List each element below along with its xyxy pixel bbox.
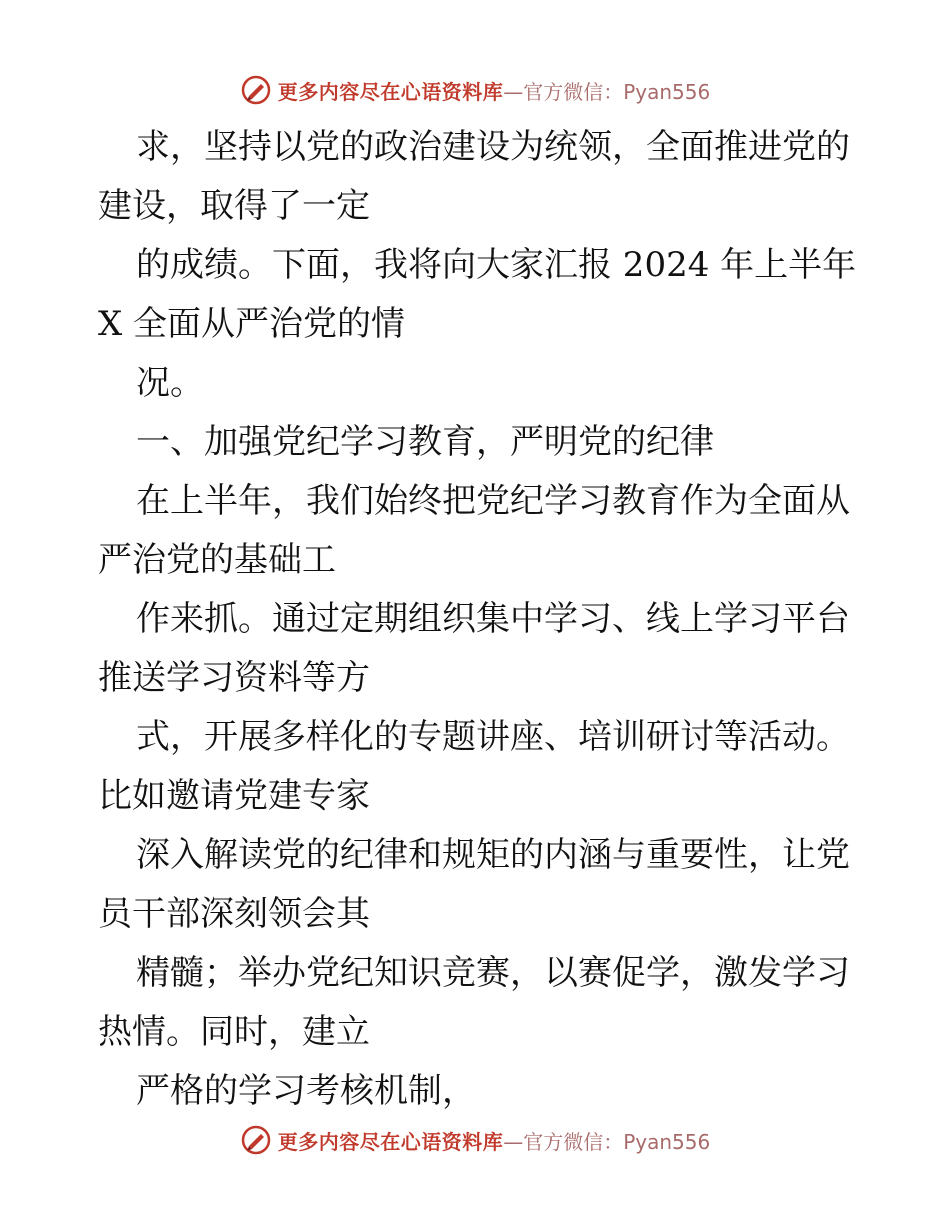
text-line: 精髓；举办党纪知识竞赛，以赛促学，激发学习 xyxy=(136,953,850,993)
text-line: 况。 xyxy=(136,363,204,403)
footer-watermark-sub: —官方微信：Pyan556 xyxy=(503,1129,711,1154)
document-body xyxy=(98,118,858,1121)
text-line: X 全面从严治党的情 xyxy=(98,304,406,344)
text-line: 严治党的基础工 xyxy=(98,540,336,580)
text-line: 作来抓。通过定期组织集中学习、线上学习平台 xyxy=(136,599,850,639)
header-watermark xyxy=(0,72,950,108)
text-line: 推送学习资料等方 xyxy=(98,658,370,698)
text-line: 式，开展多样化的专题讲座、培训研讨等活动。 xyxy=(136,717,850,757)
footer-watermark xyxy=(0,1122,950,1158)
text-line: 建设，取得了一定 xyxy=(98,186,370,226)
text-line: 热情。同时，建立 xyxy=(98,1012,370,1052)
pen-logo-icon xyxy=(240,74,272,106)
text-line: 严格的学习考核机制， xyxy=(136,1071,476,1111)
text-line: 员干部深刻领会其 xyxy=(98,894,370,934)
text-line: 的成绩。下面，我将向大家汇报 2024 年上半年 xyxy=(136,245,857,285)
text-line: 求，坚持以党的政治建设为统领，全面推进党的 xyxy=(136,127,850,167)
text-line: 比如邀请党建专家 xyxy=(98,776,370,816)
footer-watermark-main: 更多内容尽在心语资料库 xyxy=(277,1129,504,1154)
header-watermark-sub: —官方微信：Pyan556 xyxy=(503,79,711,104)
text-line: 深入解读党的纪律和规矩的内涵与重要性，让党 xyxy=(136,835,850,875)
text-line: 在上半年，我们始终把党纪学习教育作为全面从 xyxy=(136,481,850,521)
pen-logo-icon xyxy=(240,1124,272,1156)
header-watermark-main: 更多内容尽在心语资料库 xyxy=(277,79,504,104)
section-heading: 一、加强党纪学习教育，严明党的纪律 xyxy=(136,422,714,462)
